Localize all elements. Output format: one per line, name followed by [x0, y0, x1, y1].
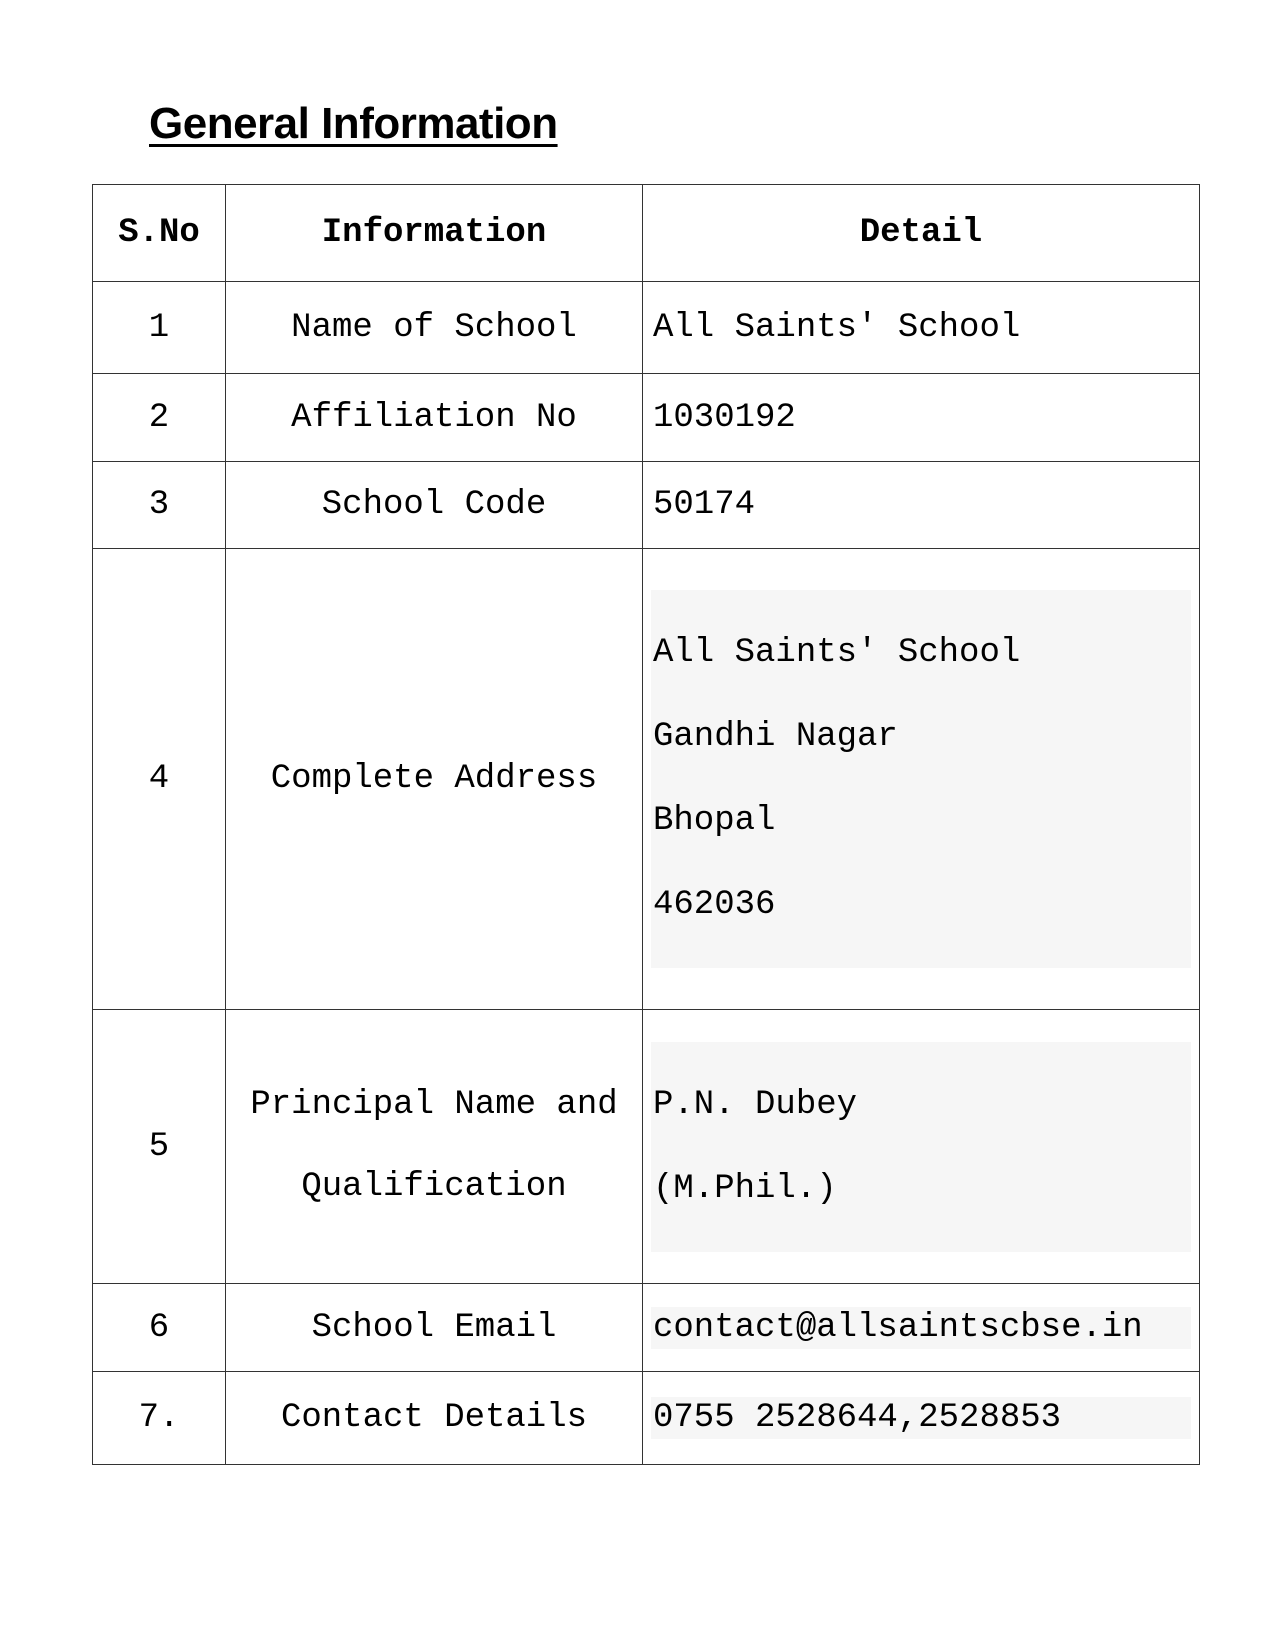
row-sno: 4 — [93, 549, 226, 1010]
row-detail: All Saints' School — [643, 282, 1200, 374]
row-information: School Code — [226, 462, 643, 549]
row-sno: 7. — [93, 1372, 226, 1465]
principal-block — [651, 1042, 1191, 1252]
row-detail: 50174 — [643, 462, 1200, 549]
row-detail-address — [643, 549, 1200, 1010]
row-sno: 3 — [93, 462, 226, 549]
row-detail: 1030192 — [643, 374, 1200, 462]
table-row — [93, 462, 1200, 549]
principal-line: (M.Phil.) — [653, 1169, 837, 1208]
address-line: Bhopal — [653, 802, 776, 840]
address-block — [651, 590, 1191, 968]
header-detail: Detail — [643, 185, 1200, 282]
address-line: 462036 — [653, 886, 776, 924]
row-sno: 1 — [93, 282, 226, 374]
table-row — [93, 1372, 1200, 1465]
row-information: School Email — [226, 1284, 643, 1372]
address-line: Gandhi Nagar — [653, 718, 898, 756]
row-detail-email — [643, 1284, 1200, 1372]
information-line: Principal Name and — [250, 1086, 618, 1124]
row-information — [226, 1010, 643, 1284]
principal-line: P.N. Dubey — [653, 1085, 858, 1124]
general-information-table — [92, 184, 1200, 1465]
row-sno: 6 — [93, 1284, 226, 1372]
row-sno: 5 — [93, 1010, 226, 1284]
table-row — [93, 549, 1200, 1010]
header-information: Information — [226, 185, 643, 282]
address-line: All Saints' School — [653, 634, 1021, 672]
table-row — [93, 374, 1200, 462]
row-information: Contact Details — [226, 1372, 643, 1465]
row-detail-principal — [643, 1010, 1200, 1284]
row-information: Name of School — [226, 282, 643, 374]
header-sno: S.No — [93, 185, 226, 282]
information-line: Qualification — [301, 1168, 567, 1206]
contact-numbers: 0755 2528644,2528853 — [651, 1397, 1191, 1439]
row-detail-contact — [643, 1372, 1200, 1465]
row-information: Affiliation No — [226, 374, 643, 462]
table-row — [93, 282, 1200, 374]
email-link[interactable]: contact@allsaintscbse.in — [651, 1307, 1191, 1349]
table-row — [93, 1010, 1200, 1284]
page-title: General Information — [149, 99, 558, 148]
row-sno: 2 — [93, 374, 226, 462]
table-row — [93, 1284, 1200, 1372]
row-information: Complete Address — [226, 549, 643, 1010]
table-header-row — [93, 185, 1200, 282]
